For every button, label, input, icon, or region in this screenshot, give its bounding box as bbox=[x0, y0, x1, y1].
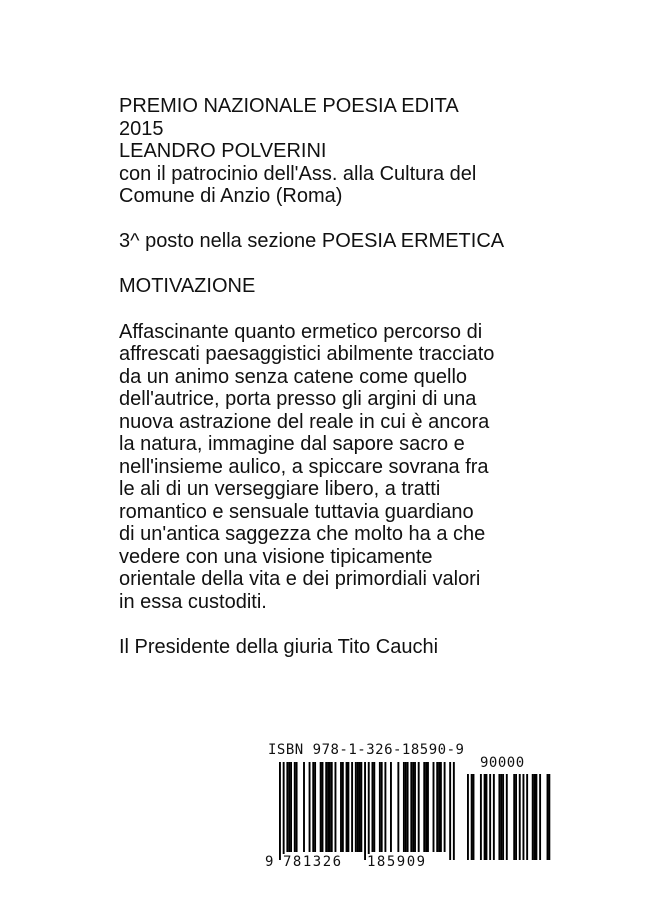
motivation-line: nell'insieme aulico, a spiccare sovrana fra bbox=[119, 455, 489, 478]
ean-bar bbox=[427, 762, 429, 852]
ean-bar bbox=[425, 762, 427, 852]
motivation-line: di un'antica saggezza che molto ha a che bbox=[119, 523, 486, 545]
ean-bar bbox=[436, 762, 438, 852]
motivation-line: Affascinante quanto ermetico percorso di bbox=[119, 320, 483, 343]
ean-bar bbox=[351, 762, 353, 852]
addon-bar bbox=[526, 774, 528, 860]
ean-bar bbox=[342, 762, 344, 852]
patronage-line: Comune di Anzio (Roma) bbox=[119, 185, 343, 207]
addon-bar bbox=[548, 774, 550, 860]
motivation-line: le ali di un verseggiare libero, a tratti bbox=[119, 478, 441, 500]
isbn-barcode bbox=[262, 742, 552, 874]
addon-bar bbox=[539, 774, 541, 860]
ean-bar bbox=[347, 762, 349, 852]
motivation-line: vedere con una visione tipicamente bbox=[119, 545, 433, 568]
motivation-body bbox=[119, 321, 589, 614]
ean-bar bbox=[449, 762, 451, 860]
motivation-heading: MOTIVAZIONE bbox=[119, 275, 256, 297]
patronage-line: con il patrocinio dell'Ass. alla Cultura del bbox=[119, 162, 477, 185]
ean-bar bbox=[444, 762, 446, 852]
ean-bar bbox=[325, 762, 327, 852]
award-year: 2015 bbox=[119, 117, 164, 140]
ean-bar bbox=[288, 762, 290, 852]
motivation-line: da un animo senza catene come quello bbox=[119, 365, 468, 388]
ean-bar bbox=[290, 762, 292, 852]
ean-bar bbox=[294, 762, 296, 852]
ean-bar bbox=[340, 762, 342, 852]
motivation-line: romantico e sensuale tuttavia guardiano bbox=[119, 500, 474, 523]
ean-bar bbox=[322, 762, 324, 852]
addon-bar bbox=[467, 774, 469, 860]
ean-bar bbox=[453, 762, 455, 860]
motivation-line: dell'autrice, porta presso gli argini di una bbox=[119, 388, 477, 410]
ean-bar bbox=[320, 762, 322, 852]
ean-bar bbox=[329, 762, 331, 852]
addon-bar bbox=[486, 774, 488, 860]
price-code: 90000 bbox=[480, 755, 525, 771]
ean-bar bbox=[303, 762, 305, 852]
ean-bar bbox=[312, 762, 314, 852]
ean-right-group: 185909 bbox=[367, 854, 427, 870]
jury-president-signature: Il Presidente della giuria Tito Cauchi bbox=[119, 636, 439, 658]
addon-bar bbox=[489, 774, 491, 860]
ean-bar bbox=[372, 762, 374, 852]
ean-bar bbox=[379, 762, 381, 852]
addon-bar bbox=[532, 774, 534, 860]
addon-bar bbox=[519, 774, 521, 860]
award-title: PREMIO NAZIONALE POESIA EDITA bbox=[119, 95, 459, 117]
ean-bar bbox=[438, 762, 440, 852]
ean-bar bbox=[359, 762, 361, 852]
ean-bar bbox=[397, 762, 399, 852]
ean-bar bbox=[355, 762, 357, 852]
isbn-label: ISBN 978-1-326-18590-9 bbox=[268, 742, 465, 758]
ean-bar bbox=[331, 762, 333, 852]
addon-bar bbox=[493, 774, 495, 860]
ean-bar bbox=[364, 762, 366, 860]
ean-bar bbox=[368, 762, 370, 860]
ean-bar bbox=[357, 762, 359, 852]
addon-bar bbox=[535, 774, 537, 860]
motivation-line: nuova astrazione del reale in cui è ancora bbox=[119, 410, 490, 433]
ean-bar bbox=[279, 762, 281, 860]
addon-bar bbox=[502, 774, 504, 860]
addon-bar bbox=[506, 774, 508, 860]
addon-bar bbox=[500, 774, 502, 860]
addon-bar bbox=[534, 774, 536, 860]
ean-bar bbox=[327, 762, 329, 852]
signature-paragraph bbox=[119, 636, 589, 659]
ean-bar bbox=[410, 762, 412, 852]
addon-bar bbox=[484, 774, 486, 860]
addon-bar bbox=[498, 774, 500, 860]
award-header bbox=[119, 95, 589, 208]
motivation-line: la natura, immagine dal sapore sacro e bbox=[119, 433, 465, 455]
ean-bar bbox=[440, 762, 442, 852]
placement-paragraph bbox=[119, 230, 589, 253]
addon-bar bbox=[547, 774, 549, 860]
ean-bar bbox=[418, 762, 420, 852]
ean-bar bbox=[381, 762, 383, 852]
ean-bar bbox=[283, 762, 285, 860]
ean-bar bbox=[373, 762, 375, 852]
ean-bar bbox=[360, 762, 362, 852]
motivation-line: affrescati paesaggistici abilmente tracciato bbox=[119, 343, 495, 365]
addon-bar bbox=[515, 774, 517, 860]
ean-bar bbox=[403, 762, 405, 852]
ean-bar bbox=[286, 762, 288, 852]
addon-bar bbox=[471, 774, 473, 860]
ean-bar bbox=[346, 762, 348, 852]
ean-bar bbox=[423, 762, 425, 852]
addon-bar bbox=[513, 774, 515, 860]
ean-bar bbox=[414, 762, 416, 852]
ean-bar bbox=[314, 762, 316, 852]
ean-bar bbox=[407, 762, 409, 852]
ean-bar bbox=[412, 762, 414, 852]
ean-bar bbox=[296, 762, 298, 852]
motivation-line: in essa custoditi. bbox=[119, 590, 267, 613]
ean-bar bbox=[384, 762, 386, 852]
addon-bar bbox=[473, 774, 475, 860]
placement-text: 3^ posto nella sezione POESIA ERMETICA bbox=[119, 229, 505, 252]
ean-first-digit: 9 bbox=[265, 854, 274, 870]
ean-bar bbox=[309, 762, 311, 852]
addon-bar bbox=[480, 774, 482, 860]
ean-bar bbox=[433, 762, 435, 852]
ean-bar bbox=[405, 762, 407, 852]
award-name: LEANDRO POLVERINI bbox=[119, 140, 327, 162]
award-text-block bbox=[119, 95, 589, 659]
ean-bar bbox=[390, 762, 392, 852]
addon-bar bbox=[523, 774, 525, 860]
ean-left-group: 781326 bbox=[283, 854, 343, 870]
motivation-line: orientale della vita e dei primordiali valori bbox=[119, 568, 481, 590]
motivation-heading-paragraph bbox=[119, 275, 589, 298]
ean-bar bbox=[335, 762, 337, 852]
